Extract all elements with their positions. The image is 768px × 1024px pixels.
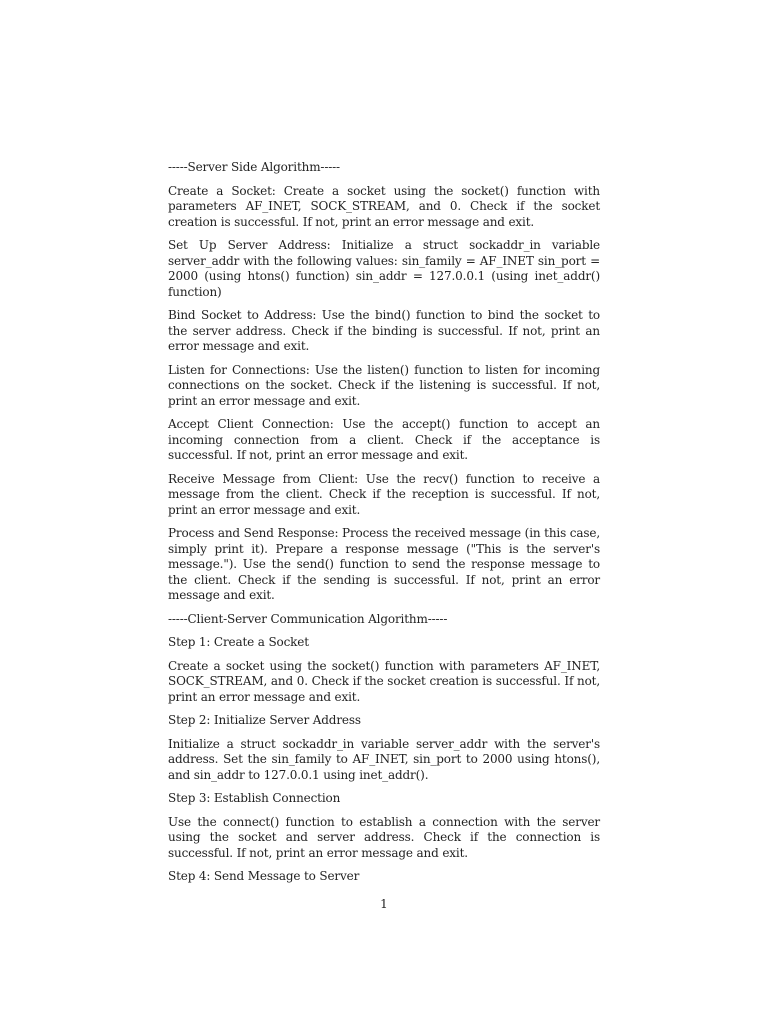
accept-paragraph: Accept Client Connection: Use the accept() function to accept an incoming connection from a client. Check if the acceptance is successful. If not, print an error message and exit. <box>168 417 600 462</box>
step-2-paragraph: Initialize a struct sockaddr_in variable server_addr with the server's address. Set the sin_family to AF_INET, sin_port to 2000 using htons(), and sin_addr to 127.0.0.1 using inet_addr(). <box>168 736 600 782</box>
step-1-heading: Step 1: Create a Socket <box>168 635 309 649</box>
step-1-paragraph: Create a socket using the socket() function with parameters AF_INET, SOCK_STREAM, and 0. Check if the socket creation is successful. If not, print an error message and exit. <box>168 658 600 704</box>
server-side-heading: -----Server Side Algorithm----- <box>168 160 340 174</box>
page-body <box>168 160 600 893</box>
listen-paragraph: Listen for Connections: Use the listen() function to listen for incoming connections on the socket. Check if the listening is successful. If not, print an error message and exit. <box>168 362 600 408</box>
step-3-heading: Step 3: Establish Connection <box>168 791 341 805</box>
step-4-heading: Step 4: Send Message to Server <box>168 869 360 883</box>
step-3-paragraph: Use the connect() function to establish a connection with the server using the socket and server address. Check if the connection is successful. If not, print an error message and exit. <box>168 814 600 860</box>
client-server-heading: -----Client-Server Communication Algorithm----- <box>168 611 448 626</box>
create-socket-paragraph: Create a Socket: Create a socket using the socket() function with parameters AF_INET, SOCK_STREAM, and 0. Check if the socket creation is successful. If not, print an error message and exit. <box>168 183 600 229</box>
bind-socket-paragraph: Bind Socket to Address: Use the bind() function to bind the socket to the server address. Check if the binding is successful. If not, print an error message and exit. <box>168 308 600 353</box>
process-send-paragraph: Process and Send Response: Process the received message (in this case, simply print it). Prepare a response message ("This is the server's message."). Use the send() function to send the response message to the client. Check if the sending is successful. If not, print an error message and exit. <box>168 526 600 602</box>
receive-paragraph: Receive Message from Client: Use the recv() function to receive a message from the client. Check if the reception is successful. If not, print an error message and exit. <box>168 471 600 517</box>
server-address-paragraph: Set Up Server Address: Initialize a struct sockaddr_in variable server_addr with the following values: sin_family = AF_INET sin_port = 2000 (using htons() function) sin_addr = 127.0.0.1 (using inet_addr() function) <box>168 238 600 299</box>
page-number: 1 <box>380 897 388 911</box>
step-2-heading: Step 2: Initialize Server Address <box>168 713 361 727</box>
